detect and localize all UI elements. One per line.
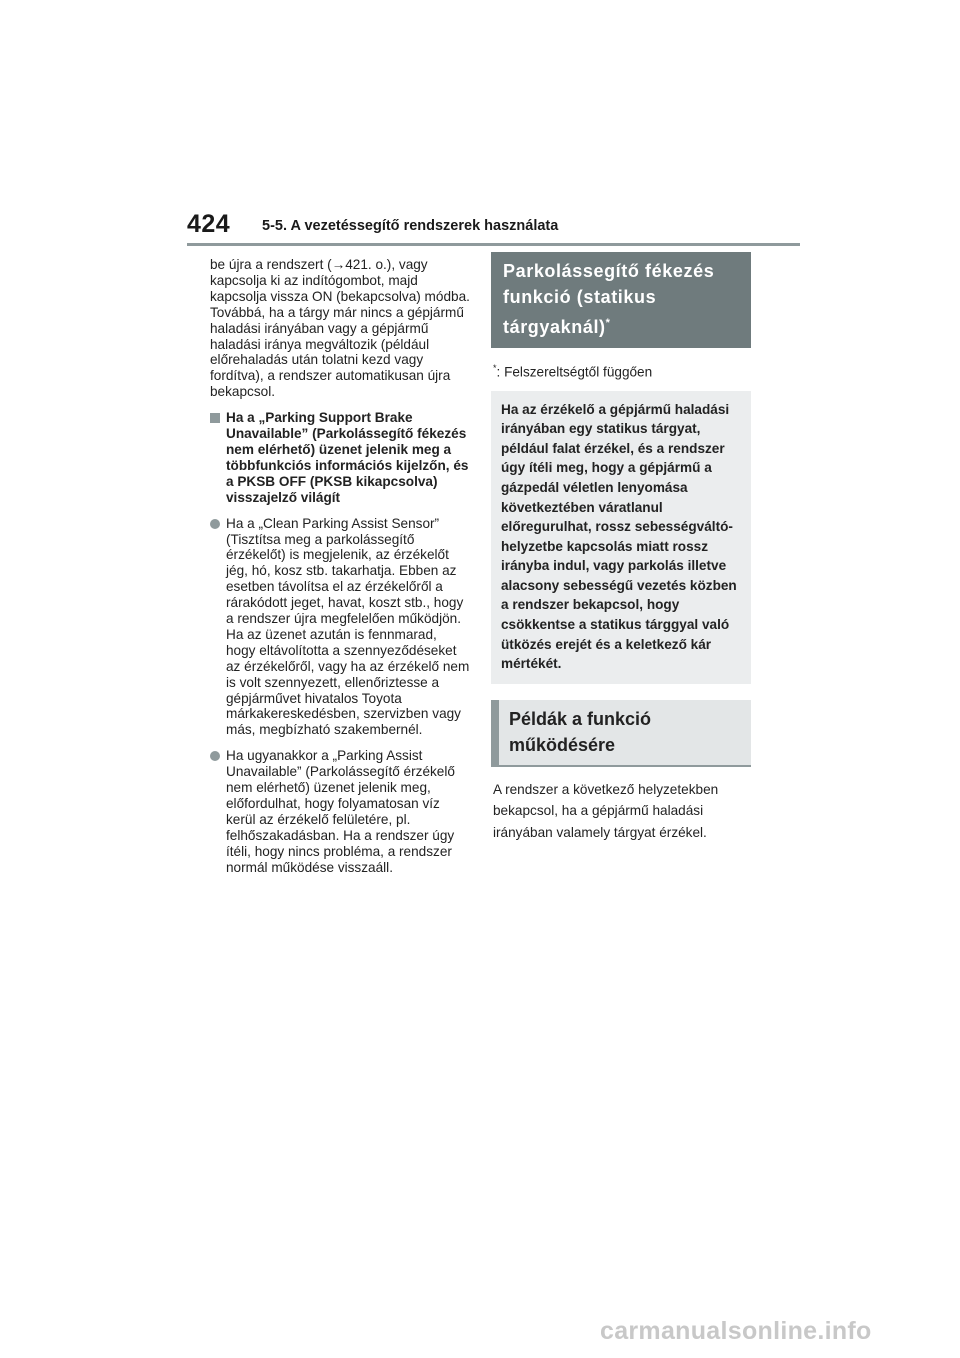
list-item <box>210 748 470 875</box>
subsection-heading: Példák a funkció működésére <box>491 700 751 767</box>
list-item <box>210 516 470 739</box>
square-bullet-item <box>210 410 470 505</box>
section-heading <box>491 252 751 348</box>
page-number: 424 <box>187 210 231 238</box>
round-bullet-icon <box>210 519 220 529</box>
watermark: carmanualsonline.info <box>600 1317 872 1345</box>
footnote-mark: * <box>493 363 497 373</box>
footnote-text: : Felszereltségtől függően <box>496 364 653 380</box>
heading-footnote-mark: * <box>605 317 611 329</box>
list-item-text: Ha ugyanakkor a „Parking Assist Unavailable” (Parkolássegítő érzékelő nem elérhető) üzenet jelenik meg, előfordulhat, hogy folyamatosan víz kerül az érzékelő felületére, pl. felhőszakadásban. Ha a rendszer úgy ítéli, hogy nincs probléma, a rendszer normál működése visszaáll. <box>226 748 455 875</box>
header-divider <box>187 243 800 246</box>
list-item-text: Ha a „Clean Parking Assist Sensor” (Tisztítsa meg a parkolássegítő érzékelőt) is megjelenik, az érzékelőt jég, hó, kosz stb. takarhatja. Ebben az esetben távolítsa el az érzékelőről a rárakódott jeget, havat, koszt stb., hogy a rendszer újra megfelelően működjön. Ha az üzenet azután is fennmarad, hogy eltávolította a szennyeződéseket az érzékelőről, vagy ha az érzékelő nem is volt szennyezett, ellenőriztesse a gépjárművet hivatalos Toyota márkakereskedésben, szervizben vagy más, megbízható szakembernél. <box>226 515 470 738</box>
section-title: 5-5. A vezetéssegítő rendszerek használata <box>262 218 559 234</box>
info-box: Ha az érzékelő a gépjármű haladási irányában egy statikus tárgyat, például falat érzékel, és a rendszer úgy ítéli meg, hogy a gépjármű a gázpedál véletlen lenyomása következtében váratlanul előregurulhat, rossz sebességváltó-helyzetbe kapcsolás miatt rossz irányba indul, vagy parkolás illetve alacsony sebességű vezetés közben a rendszer bekapcsol, hogy csökkentse a statikus tárggyal való ütközés erejét és a keletkező kár mértékét. <box>491 391 751 684</box>
page-header <box>0 0 960 250</box>
square-bullet-icon <box>210 413 220 423</box>
round-bullet-icon <box>210 751 220 761</box>
square-bullet-text: Ha a „Parking Support Brake Unavailable” (Parkolássegítő fékezés nem elérhető) üzenet jelenik meg a többfunkciós információs kijelzőn, és a PKSB OFF (PKSB kikapcsolva) visszajelző világít <box>226 410 469 505</box>
intro-paragraph: be újra a rendszert (→421. o.), vagy kapcsolja ki az indítógombot, majd kapcsolja vissza ON (bekapcsolva) módba. Továbbá, ha a tárgy már nincs a gépjármű haladási irányában vagy a gépjármű haladási iránya megváltozik (például előrehaladás után tolatni kezd vagy fordítva), a rendszer automatikusan újra bekapcsol. <box>210 257 470 400</box>
left-column <box>210 257 470 886</box>
right-column <box>491 252 751 843</box>
body-paragraph: A rendszer a következő helyzetekben bekapcsol, ha a gépjármű haladási irányában valamely tárgyat érzékel. <box>493 781 719 840</box>
footnote <box>493 360 751 381</box>
section-heading-text: Parkolássegítő fékezés funkció (statikus tárgyaknál) <box>503 261 715 337</box>
